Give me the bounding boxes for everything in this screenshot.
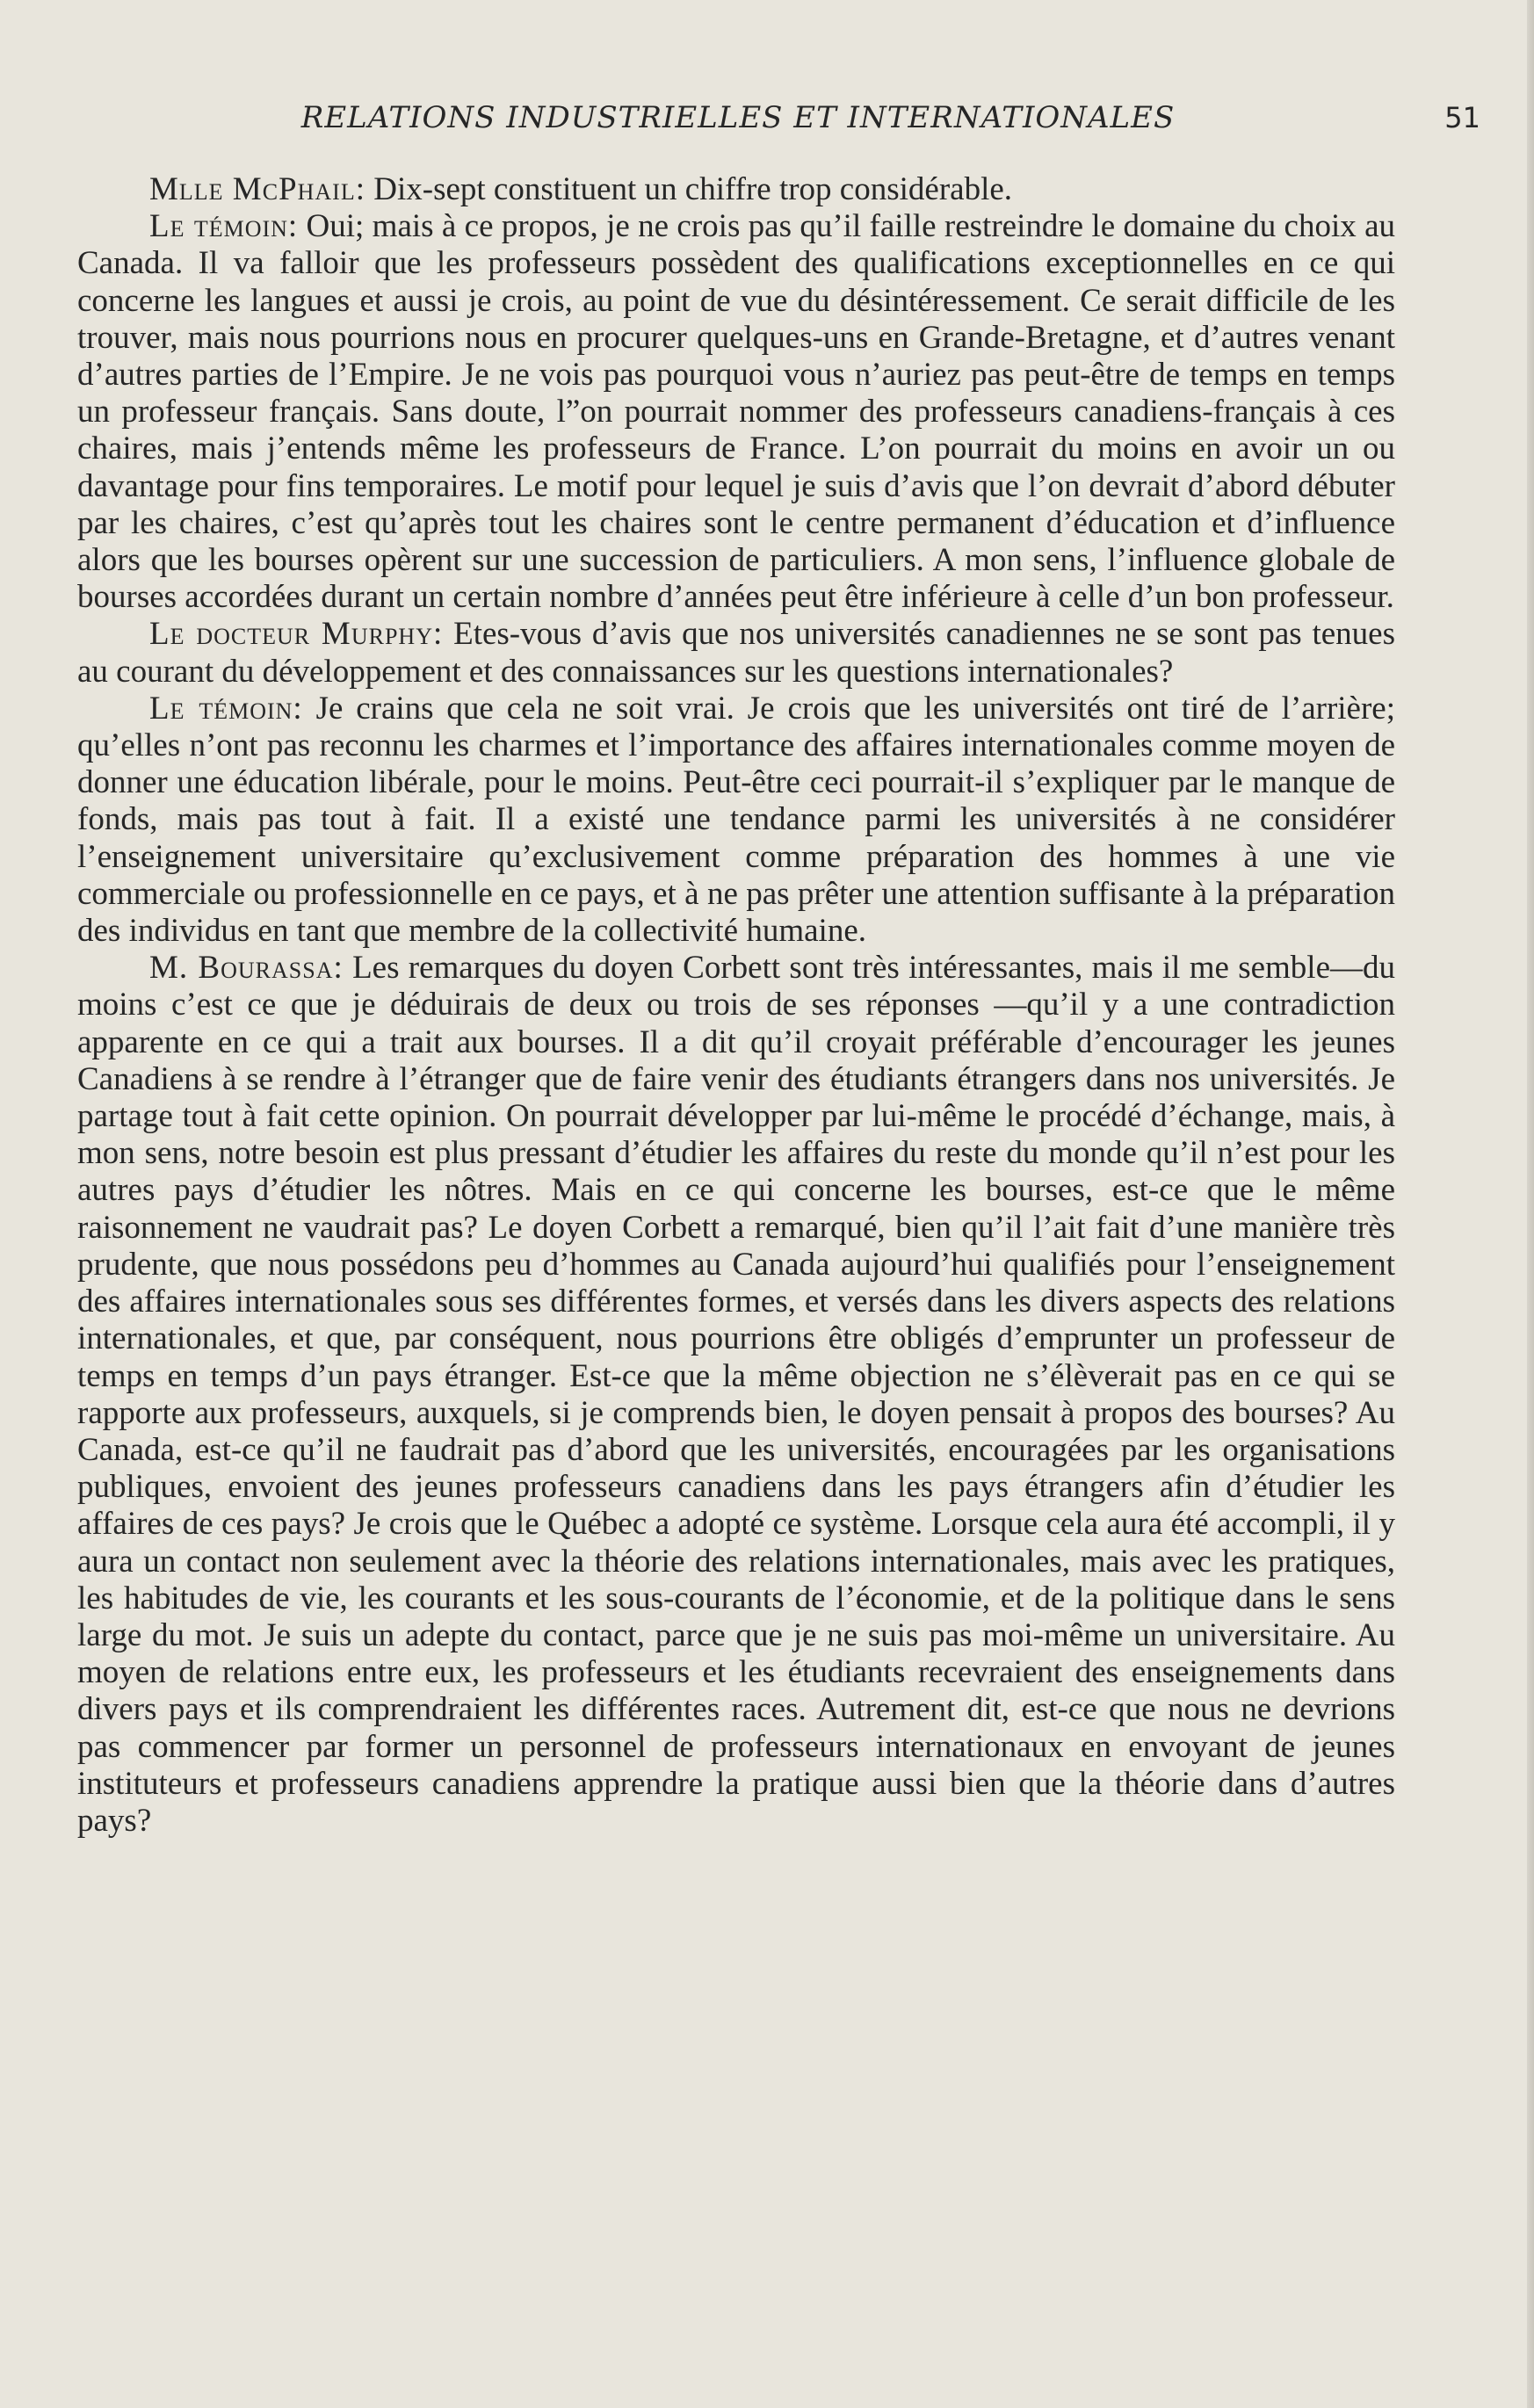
paragraph [77,691,1395,950]
paragraph [77,616,1395,690]
paragraph-text: Etes-vous d’avis que nos universités canadiennes ne se sont pas tenues au courant du développement et des connaissances sur les questions internationales? [77,616,1395,690]
speaker-name: Mlle McPhail: [149,171,365,207]
paragraph-text: Je crains que cela ne soit vrai. Je crois que les universités ont tiré de l’arrière; qu’elles n’ont pas reconnu les charmes et l’importance des affaires internationales comme moyen de donner une éducation libérale, pour le moins. Peut-être ceci pourrait-il s’expliquer par le manque de fonds, mais pas tout à fait. Il a existé une tendance parmi les universités à ne considérer l’enseignement universitaire qu’exclusivement comme préparation des hommes à une vie commerciale ou professionnelle en ce pays, et à ne pas prêter une attention suffisante à la préparation des individus en tant que membre de la collectivité humaine. [77,690,1396,950]
page-number: 51 [1444,101,1480,134]
paragraph-text: Les remarques du doyen Corbett sont très intéressantes, mais il me semble—du moins c’est ce que je déduirais de deux ou trois de ses réponses —qu’il y a une contradiction apparente en ce qui a trait aux bourses. Il a dit qu’il croyait préférable d’encourager les jeunes Canadiens à se rendre à l’étranger que de faire venir des étudiants étrangers dans nos universités. Je partage tout à fait cette opinion. On pourrait développer par lui-même le procédé d’échange, mais, à mon sens, notre besoin est plus pressant d’étudier les affaires du reste du monde qu’il n’est pour les autres pays d’étudier les nôtres. Mais en ce qui concerne les bourses, est-ce que le même raisonnement ne vaudrait pas? Le doyen Corbett a remarqué, bien qu’il l’ait fait d’une manière très prudente, que nous possédons peu d’hommes au Canada aujourd’hui qualifiés pour l’enseignement des affaires internationales sous ses différentes formes, et versés dans les divers aspects des relations internationales, et que, par conséquent, nous pourrions être obligés d’emprunter un professeur de temps en temps d’un pays étranger. Est-ce que la même objection ne s’élèverait pas en ce qui se rapporte aux professeurs, auxquels, si je comprends bien, le doyen pensait à propos des bourses? Au Canada, est-ce qu’il ne faudrait pas d’abord que les universités, encouragées par les organisations publiques, envoient des jeunes professeurs canadiens dans les pays étrangers afin d’étudier les affaires de ces pays? Je crois que le Québec a adopté ce système. Lorsque cela aura été accompli, il y aura un contact non seulement avec la théorie des relations internationales, mais avec les pratiques, les habitudes de vie, les courants et les sous-courants de l’économie, et de la politique dans le sens large du mot. Je suis un adepte du contact, parce que je ne suis pas moi-même un universitaire. Au moyen de relations entre eux, les professeurs et les étudiants recevraient des enseignements dans divers pays et ils comprendraient les différentes races. Autrement dit, est-ce que nous ne devrions pas commencer par former un personnel de professeurs internationaux en envoyant de jeunes instituteurs et professeurs canadiens apprendre la pratique aussi bien que la théorie dans d’autres pays? [77,950,1395,1839]
paragraph [77,208,1395,616]
paragraph [77,171,1395,208]
paragraph [77,950,1395,1840]
speaker-name: M. Bourassa: [149,950,344,987]
paragraph-text: Oui; mais à ce propos, je ne crois pas qu’il faille restreindre le domaine du choix au Canada. Il va falloir que les professeurs possèdent des qualifications exceptionnelles en ce qui concerne les langues et aussi je crois, au point de vue du désintéressement. Ce serait difficile de les trouver, mais nous pourrions nous en procurer quelques-uns en Grande-Bretagne, et d’autres venant d’autres parties de l’Empire. Je ne vois pas pourquoi vous n’auriez pas peut-être de temps en temps un professeur français. Sans doute, l”on pourrait nommer des professeurs canadiens-français à ces chaires, mais j’entends même les professeurs de France. L’on pourrait du moins en avoir un ou davantage pour fins temporaires. Le motif pour lequel je suis d’avis que l’on devrait d’abord débuter par les chaires, c’est qu’après tout les chaires sont le centre permanent d’éducation et d’influence alors que les bourses opèrent sur une succession de particuliers. A mon sens, l’influence globale de bourses accordées durant un certain nombre d’années peut être inférieure à celle d’un bon professeur. [77,208,1396,616]
running-title: RELATIONS INDUSTRIELLES ET INTERNATIONALES [300,100,1176,135]
speaker-name: Le docteur Murphy: [149,616,444,653]
body-text [77,171,1395,1840]
paragraph-text: Dix-sept constituent un chiffre trop considérable. [373,171,1013,207]
page-header [79,97,1480,139]
page-edge-shadow [1527,0,1534,2408]
speaker-name: Le témoin: [149,690,303,727]
speaker-name: Le témoin: [149,208,299,245]
